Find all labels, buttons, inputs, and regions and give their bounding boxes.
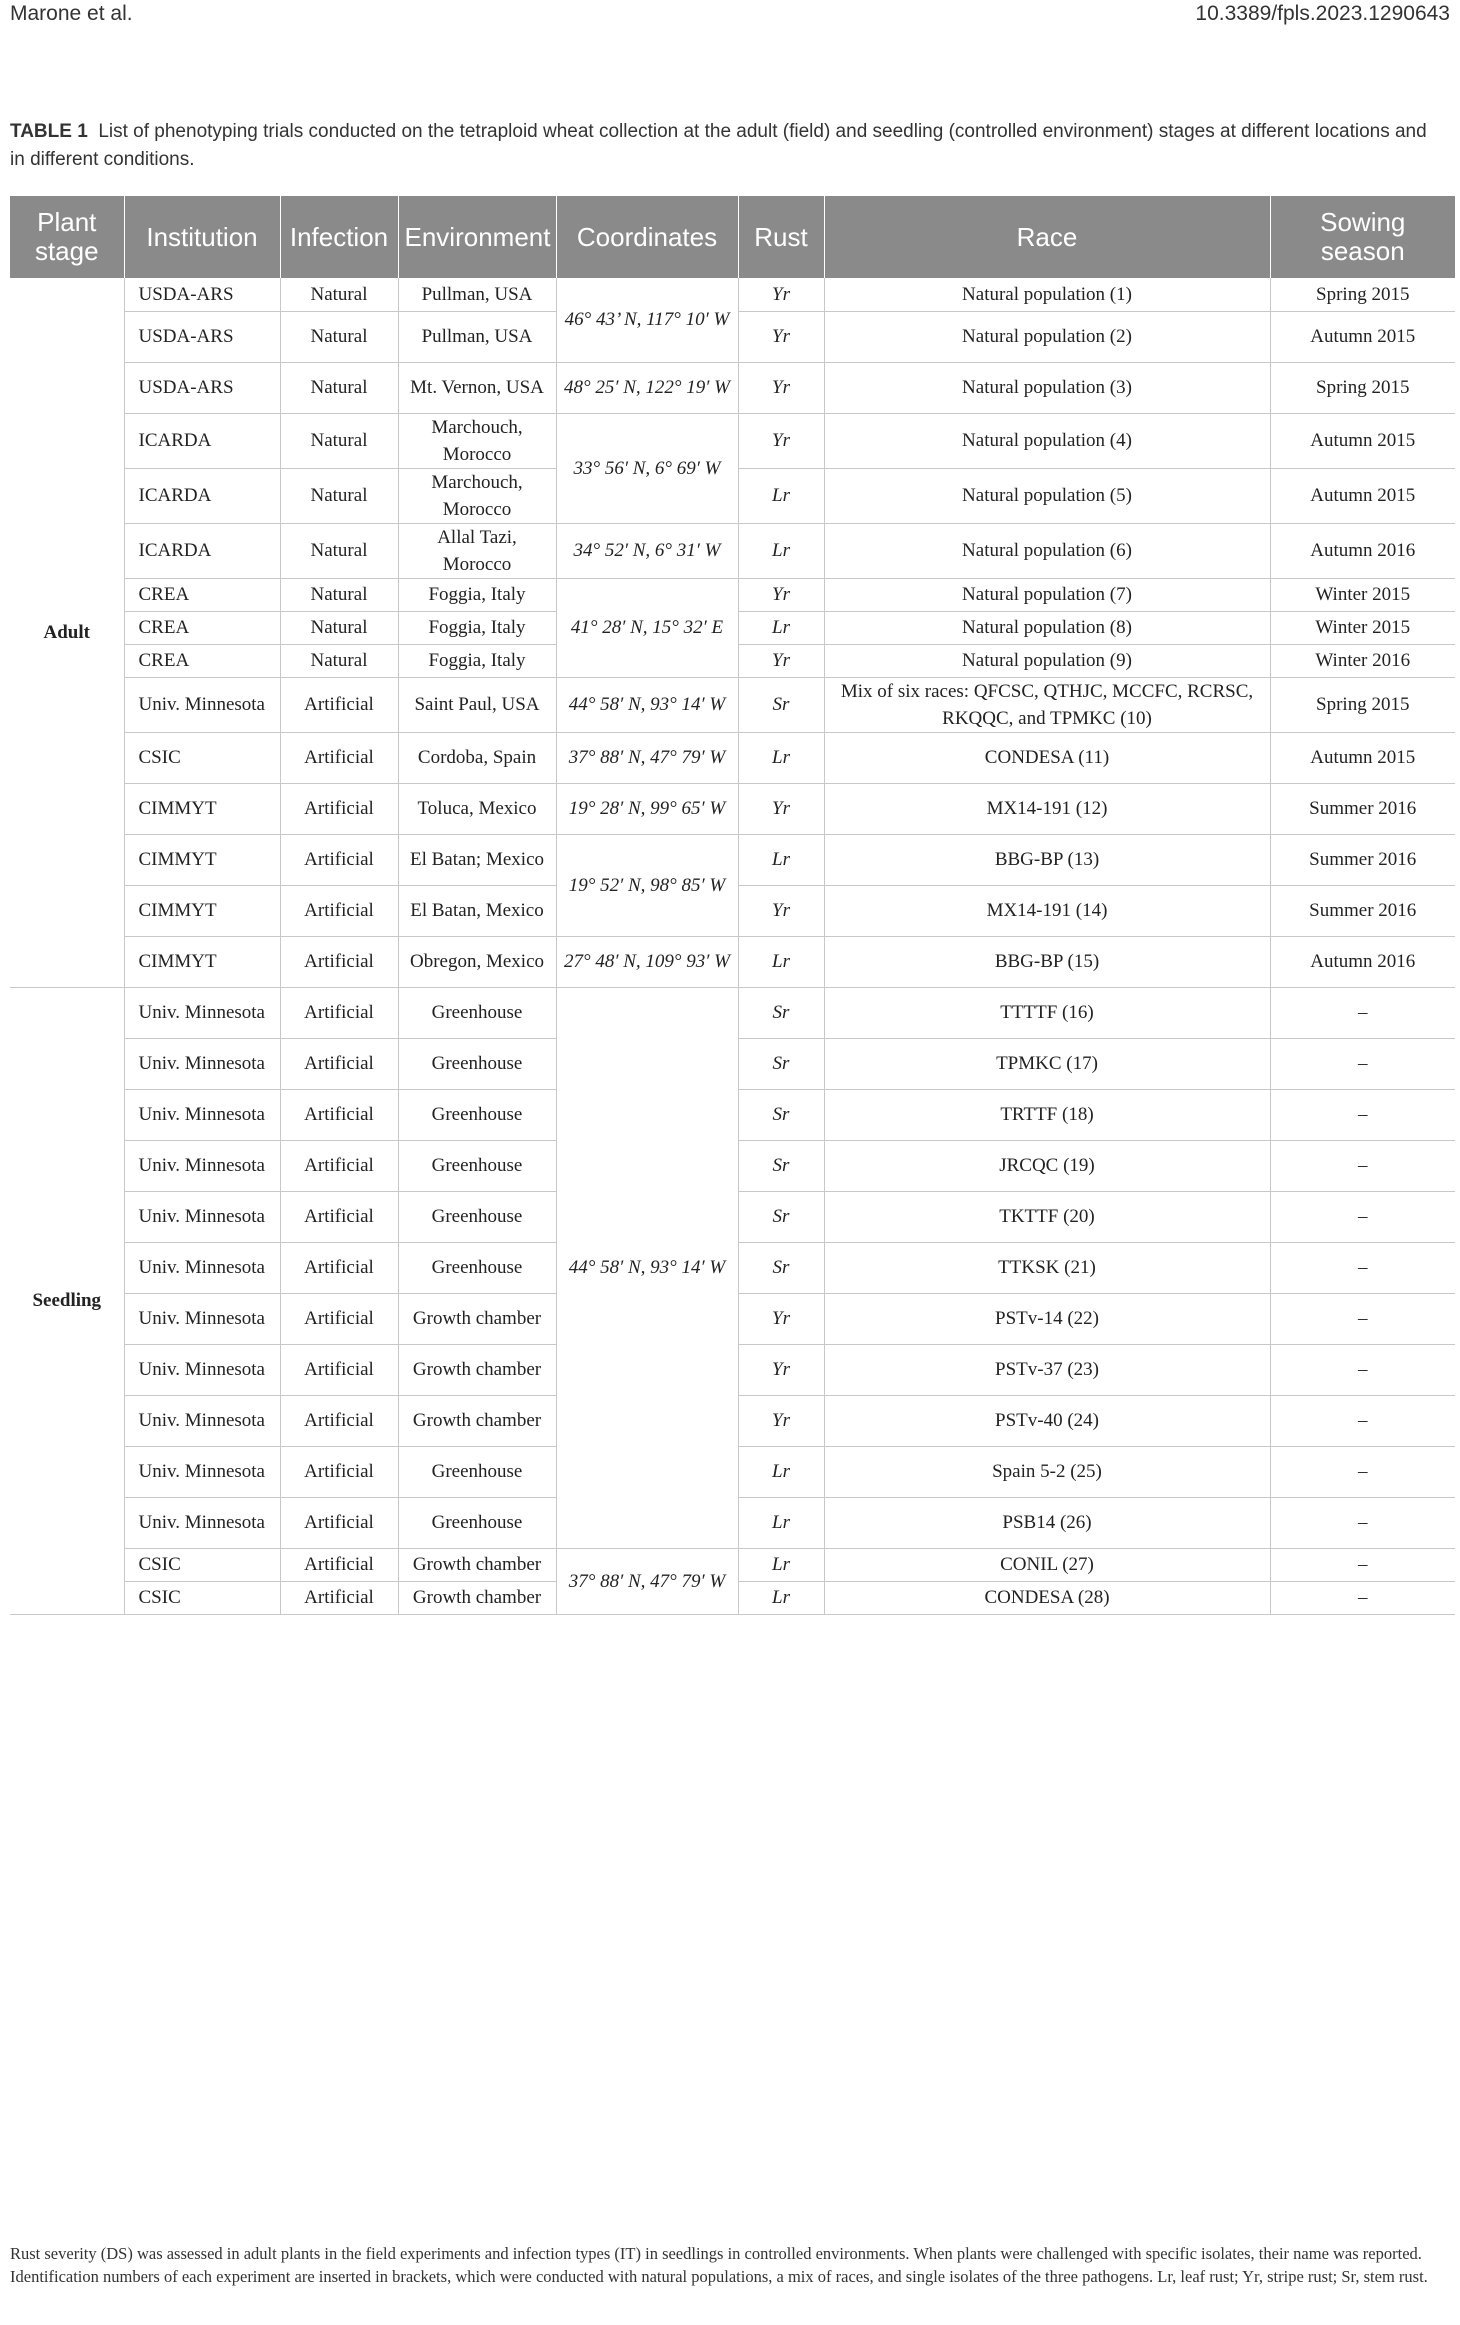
race-cell: Natural population (6) — [824, 523, 1270, 578]
institution-cell: Univ. Minnesota — [124, 1191, 280, 1242]
environment-cell: Cordoba, Spain — [398, 732, 556, 783]
institution-cell: CIMMYT — [124, 783, 280, 834]
environment-cell: Obregon, Mexico — [398, 936, 556, 987]
institution-cell: ICARDA — [124, 468, 280, 523]
sowing-season-cell: Autumn 2016 — [1270, 936, 1455, 987]
environment-cell: Foggia, Italy — [398, 644, 556, 677]
race-cell: TRTTF (18) — [824, 1089, 1270, 1140]
environment-cell: Pullman, USA — [398, 278, 556, 311]
rust-cell: Yr — [738, 278, 824, 311]
infection-cell: Natural — [280, 644, 398, 677]
race-cell: TKTTF (20) — [824, 1191, 1270, 1242]
race-cell: TTKSK (21) — [824, 1242, 1270, 1293]
institution-cell: USDA-ARS — [124, 278, 280, 311]
infection-cell: Natural — [280, 278, 398, 311]
environment-cell: Growth chamber — [398, 1581, 556, 1614]
institution-cell: Univ. Minnesota — [124, 677, 280, 732]
race-cell: CONIL (27) — [824, 1548, 1270, 1581]
environment-cell: Greenhouse — [398, 1191, 556, 1242]
sowing-season-cell: Autumn 2015 — [1270, 468, 1455, 523]
rust-cell: Sr — [738, 1140, 824, 1191]
sowing-season-cell: – — [1270, 1038, 1455, 1089]
infection-cell: Artificial — [280, 1038, 398, 1089]
infection-cell: Artificial — [280, 783, 398, 834]
race-cell: PSTv-14 (22) — [824, 1293, 1270, 1344]
environment-cell: Growth chamber — [398, 1395, 556, 1446]
institution-cell: Univ. Minnesota — [124, 1395, 280, 1446]
rust-cell: Lr — [738, 936, 824, 987]
sowing-season-cell: Autumn 2015 — [1270, 732, 1455, 783]
institution-cell: Univ. Minnesota — [124, 1344, 280, 1395]
sowing-season-cell: – — [1270, 1242, 1455, 1293]
race-cell: PSTv-40 (24) — [824, 1395, 1270, 1446]
institution-cell: Univ. Minnesota — [124, 1038, 280, 1089]
sowing-season-cell: – — [1270, 1548, 1455, 1581]
rust-cell: Yr — [738, 578, 824, 611]
race-cell: Natural population (2) — [824, 311, 1270, 362]
institution-cell: ICARDA — [124, 413, 280, 468]
table-row — [10, 834, 1455, 885]
rust-cell: Lr — [738, 468, 824, 523]
coordinates-cell: 33° 56′ N, 6° 69′ W — [556, 413, 738, 523]
sowing-season-cell: Winter 2016 — [1270, 644, 1455, 677]
environment-cell: Pullman, USA — [398, 311, 556, 362]
institution-cell: Univ. Minnesota — [124, 1497, 280, 1548]
institution-cell: Univ. Minnesota — [124, 1293, 280, 1344]
institution-cell: CREA — [124, 644, 280, 677]
institution-cell: CIMMYT — [124, 834, 280, 885]
race-cell: MX14-191 (12) — [824, 783, 1270, 834]
environment-cell: Greenhouse — [398, 1446, 556, 1497]
col-header-race: Race — [824, 196, 1270, 278]
race-cell: JRCQC (19) — [824, 1140, 1270, 1191]
rust-cell: Yr — [738, 311, 824, 362]
sowing-season-cell: Summer 2016 — [1270, 834, 1455, 885]
race-cell: Natural population (5) — [824, 468, 1270, 523]
infection-cell: Natural — [280, 311, 398, 362]
rust-cell: Yr — [738, 783, 824, 834]
infection-cell: Artificial — [280, 1446, 398, 1497]
race-cell: TPMKC (17) — [824, 1038, 1270, 1089]
rust-cell: Lr — [738, 834, 824, 885]
institution-cell: CSIC — [124, 1548, 280, 1581]
rust-cell: Yr — [738, 1395, 824, 1446]
col-header-plant-stage: Plant stage — [10, 196, 124, 278]
environment-cell: Greenhouse — [398, 1140, 556, 1191]
col-header-sowing-season: Sowing season — [1270, 196, 1455, 278]
infection-cell: Natural — [280, 362, 398, 413]
col-header-infection: Infection — [280, 196, 398, 278]
coordinates-cell: 19° 28′ N, 99° 65′ W — [556, 783, 738, 834]
rust-cell: Lr — [738, 1548, 824, 1581]
environment-cell: Growth chamber — [398, 1548, 556, 1581]
rust-cell: Lr — [738, 611, 824, 644]
coordinates-cell: 44° 58′ N, 93° 14′ W — [556, 677, 738, 732]
race-cell: Natural population (9) — [824, 644, 1270, 677]
sowing-season-cell: – — [1270, 987, 1455, 1038]
environment-cell: Growth chamber — [398, 1344, 556, 1395]
sowing-season-cell: Winter 2015 — [1270, 578, 1455, 611]
institution-cell: CSIC — [124, 1581, 280, 1614]
table-row — [10, 523, 1455, 578]
race-cell: Spain 5-2 (25) — [824, 1446, 1270, 1497]
rust-cell: Sr — [738, 677, 824, 732]
institution-cell: USDA-ARS — [124, 362, 280, 413]
sowing-season-cell: – — [1270, 1395, 1455, 1446]
race-cell: Natural population (4) — [824, 413, 1270, 468]
table-row — [10, 936, 1455, 987]
institution-cell: Univ. Minnesota — [124, 987, 280, 1038]
caption-text: List of phenotyping trials conducted on the tetraploid wheat collection at the adult (field) and seedling (controlled environment) stages at different locations and in different conditions. — [10, 121, 1427, 170]
col-header-coordinates: Coordinates — [556, 196, 738, 278]
environment-cell: Greenhouse — [398, 1089, 556, 1140]
sowing-season-cell: – — [1270, 1191, 1455, 1242]
rust-cell: Yr — [738, 1344, 824, 1395]
race-cell: PSB14 (26) — [824, 1497, 1270, 1548]
sowing-season-cell: – — [1270, 1344, 1455, 1395]
infection-cell: Natural — [280, 578, 398, 611]
sowing-season-cell: – — [1270, 1446, 1455, 1497]
environment-cell: El Batan; Mexico — [398, 834, 556, 885]
race-cell: BBG-BP (15) — [824, 936, 1270, 987]
environment-cell: Greenhouse — [398, 987, 556, 1038]
race-cell: Natural population (8) — [824, 611, 1270, 644]
table-row — [10, 578, 1455, 611]
rust-cell: Sr — [738, 1242, 824, 1293]
rust-cell: Yr — [738, 644, 824, 677]
plant-stage-cell: Adult — [10, 278, 124, 987]
race-cell: Natural population (3) — [824, 362, 1270, 413]
rust-cell: Sr — [738, 1038, 824, 1089]
infection-cell: Artificial — [280, 885, 398, 936]
coordinates-cell: 34° 52′ N, 6° 31′ W — [556, 523, 738, 578]
race-cell: TTTTF (16) — [824, 987, 1270, 1038]
table-row — [10, 783, 1455, 834]
table-row — [10, 413, 1455, 468]
sowing-season-cell: Spring 2015 — [1270, 278, 1455, 311]
environment-cell: Marchouch, Morocco — [398, 413, 556, 468]
environment-cell: Toluca, Mexico — [398, 783, 556, 834]
table-row — [10, 732, 1455, 783]
institution-cell: CREA — [124, 578, 280, 611]
infection-cell: Natural — [280, 468, 398, 523]
rust-cell: Sr — [738, 987, 824, 1038]
sowing-season-cell: Summer 2016 — [1270, 783, 1455, 834]
race-cell: Mix of six races: QFCSC, QTHJC, MCCFC, RCRSC, RKQQC, and TPMKC (10) — [824, 677, 1270, 732]
sowing-season-cell: Autumn 2016 — [1270, 523, 1455, 578]
environment-cell: Growth chamber — [398, 1293, 556, 1344]
institution-cell: Univ. Minnesota — [124, 1446, 280, 1497]
plant-stage-cell: Seedling — [10, 987, 124, 1614]
environment-cell: Saint Paul, USA — [398, 677, 556, 732]
col-header-institution: Institution — [124, 196, 280, 278]
table-row — [10, 362, 1455, 413]
coordinates-cell: 19° 52′ N, 98° 85′ W — [556, 834, 738, 936]
sowing-season-cell: – — [1270, 1581, 1455, 1614]
rust-cell: Yr — [738, 362, 824, 413]
sowing-season-cell: – — [1270, 1293, 1455, 1344]
infection-cell: Artificial — [280, 1581, 398, 1614]
race-cell: MX14-191 (14) — [824, 885, 1270, 936]
sowing-season-cell: Spring 2015 — [1270, 362, 1455, 413]
rust-cell: Yr — [738, 885, 824, 936]
race-cell: BBG-BP (13) — [824, 834, 1270, 885]
sowing-season-cell: – — [1270, 1089, 1455, 1140]
coordinates-cell: 46° 43’ N, 117° 10′ W — [556, 278, 738, 362]
rust-cell: Lr — [738, 732, 824, 783]
coordinates-cell: 27° 48′ N, 109° 93′ W — [556, 936, 738, 987]
institution-cell: CIMMYT — [124, 936, 280, 987]
infection-cell: Artificial — [280, 987, 398, 1038]
rust-cell: Lr — [738, 1497, 824, 1548]
infection-cell: Artificial — [280, 1140, 398, 1191]
infection-cell: Natural — [280, 523, 398, 578]
sowing-season-cell: Spring 2015 — [1270, 677, 1455, 732]
sowing-season-cell: Autumn 2015 — [1270, 311, 1455, 362]
phenotyping-trials-table — [10, 196, 1455, 1615]
table-row — [10, 987, 1455, 1038]
environment-cell: Greenhouse — [398, 1242, 556, 1293]
institution-cell: USDA-ARS — [124, 311, 280, 362]
infection-cell: Artificial — [280, 1293, 398, 1344]
coordinates-cell: 37° 88′ N, 47° 79′ W — [556, 1548, 738, 1614]
table-label: TABLE 1 — [10, 121, 88, 142]
rust-cell: Yr — [738, 1293, 824, 1344]
rust-cell: Lr — [738, 1581, 824, 1614]
running-header-authors: Marone et al. — [10, 2, 133, 25]
table-caption — [10, 118, 1430, 174]
institution-cell: CREA — [124, 611, 280, 644]
table-row — [10, 1548, 1455, 1581]
rust-cell: Lr — [738, 1446, 824, 1497]
coordinates-cell: 41° 28′ N, 15° 32′ E — [556, 578, 738, 677]
infection-cell: Artificial — [280, 732, 398, 783]
infection-cell: Artificial — [280, 1242, 398, 1293]
environment-cell: Foggia, Italy — [398, 611, 556, 644]
race-cell: CONDESA (28) — [824, 1581, 1270, 1614]
sowing-season-cell: Summer 2016 — [1270, 885, 1455, 936]
col-header-rust: Rust — [738, 196, 824, 278]
coordinates-cell: 48° 25′ N, 122° 19′ W — [556, 362, 738, 413]
infection-cell: Artificial — [280, 1497, 398, 1548]
rust-cell: Sr — [738, 1191, 824, 1242]
race-cell: Natural population (1) — [824, 278, 1270, 311]
environment-cell: Greenhouse — [398, 1038, 556, 1089]
rust-cell: Yr — [738, 413, 824, 468]
rust-cell: Lr — [738, 523, 824, 578]
infection-cell: Natural — [280, 413, 398, 468]
infection-cell: Artificial — [280, 1089, 398, 1140]
institution-cell: CIMMYT — [124, 885, 280, 936]
sowing-season-cell: Autumn 2015 — [1270, 413, 1455, 468]
table-row — [10, 278, 1455, 311]
infection-cell: Artificial — [280, 834, 398, 885]
infection-cell: Artificial — [280, 1344, 398, 1395]
coordinates-cell: 44° 58′ N, 93° 14′ W — [556, 987, 738, 1548]
environment-cell: Greenhouse — [398, 1497, 556, 1548]
infection-cell: Artificial — [280, 1191, 398, 1242]
institution-cell: Univ. Minnesota — [124, 1140, 280, 1191]
environment-cell: Marchouch, Morocco — [398, 468, 556, 523]
environment-cell: Allal Tazi, Morocco — [398, 523, 556, 578]
rust-cell: Sr — [738, 1089, 824, 1140]
environment-cell: Mt. Vernon, USA — [398, 362, 556, 413]
race-cell: Natural population (7) — [824, 578, 1270, 611]
sowing-season-cell: – — [1270, 1497, 1455, 1548]
environment-cell: Foggia, Italy — [398, 578, 556, 611]
institution-cell: Univ. Minnesota — [124, 1242, 280, 1293]
running-header-doi: 10.3389/fpls.2023.1290643 — [1195, 2, 1450, 25]
table-header-row — [10, 196, 1455, 278]
col-header-environment: Environment — [398, 196, 556, 278]
environment-cell: El Batan, Mexico — [398, 885, 556, 936]
table-row — [10, 677, 1455, 732]
infection-cell: Artificial — [280, 677, 398, 732]
sowing-season-cell: – — [1270, 1140, 1455, 1191]
table-footnote: Rust severity (DS) was assessed in adult plants in the field experiments and infection types (IT) in seedlings in controlled environments. When plants were challenged with specific isolates, their name was reported. Identification numbers of each experiment are inserted in brackets, which were conducted with natural populations, a mix of races, and single isolates of the three pathogens. Lr, leaf rust; Yr, stripe rust; Sr, stem rust. — [10, 2244, 1428, 2286]
race-cell: PSTv-37 (23) — [824, 1344, 1270, 1395]
institution-cell: CSIC — [124, 732, 280, 783]
institution-cell: Univ. Minnesota — [124, 1089, 280, 1140]
infection-cell: Artificial — [280, 936, 398, 987]
infection-cell: Natural — [280, 611, 398, 644]
infection-cell: Artificial — [280, 1548, 398, 1581]
race-cell: CONDESA (11) — [824, 732, 1270, 783]
coordinates-cell: 37° 88′ N, 47° 79′ W — [556, 732, 738, 783]
infection-cell: Artificial — [280, 1395, 398, 1446]
sowing-season-cell: Winter 2015 — [1270, 611, 1455, 644]
institution-cell: ICARDA — [124, 523, 280, 578]
